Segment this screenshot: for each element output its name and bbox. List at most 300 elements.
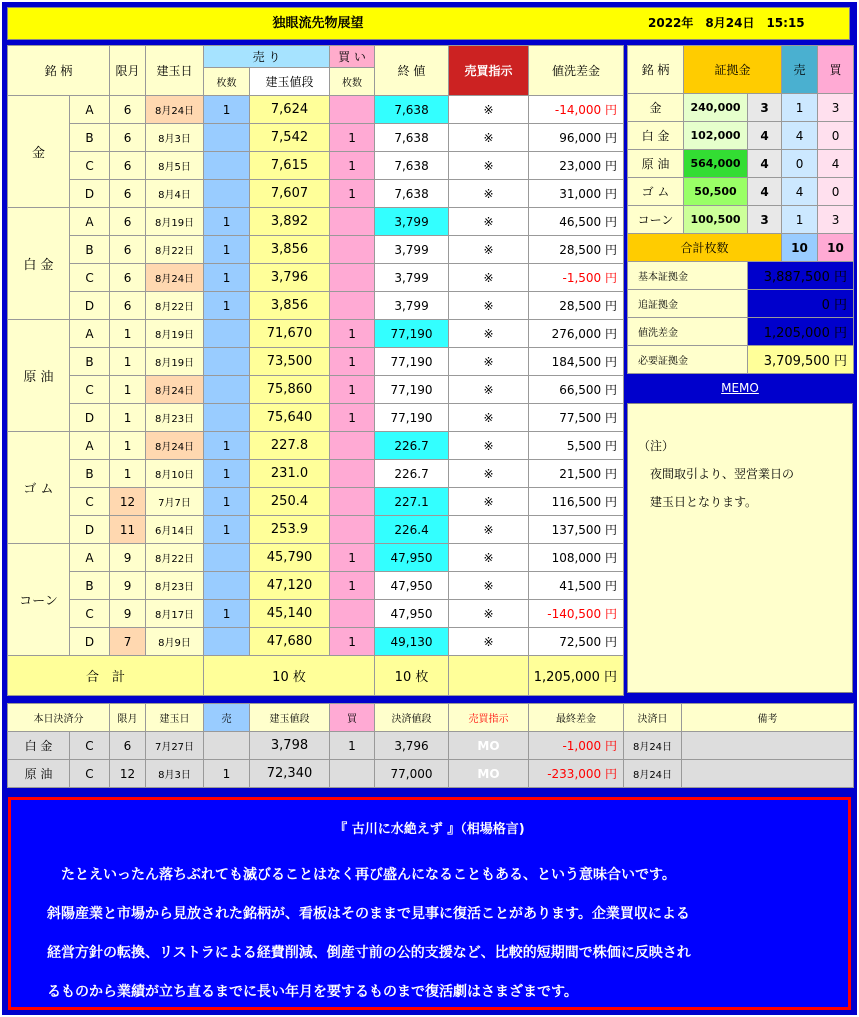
- buy-count: 1: [330, 124, 375, 152]
- contract-month: 6: [110, 152, 146, 180]
- margin-sell: 4: [782, 122, 818, 150]
- settle-month: 12: [110, 760, 146, 788]
- entry-price: 3,856: [250, 236, 330, 264]
- totals-label: 合 計: [8, 656, 204, 696]
- settlement-table: [7, 703, 854, 788]
- entry-date: 7月7日: [146, 488, 204, 516]
- margin-count: 4: [748, 122, 782, 150]
- close-price: 3,799: [375, 236, 449, 264]
- entry-price: 75,860: [250, 376, 330, 404]
- table-row: [8, 544, 624, 572]
- sell-count: 1: [204, 208, 250, 236]
- settle-price: 72,340: [250, 760, 330, 788]
- diff-value: 5,500 円: [529, 432, 624, 460]
- margin-value: 50,500: [684, 178, 748, 206]
- contract-month: 6: [110, 208, 146, 236]
- contract-month: 1: [110, 432, 146, 460]
- side-header-meigara: 銘 柄: [628, 46, 684, 94]
- entry-date: 8月19日: [146, 348, 204, 376]
- sell-count: 1: [204, 96, 250, 124]
- entry-price: 73,500: [250, 348, 330, 376]
- quote-panel: [8, 797, 851, 1010]
- sell-count: [204, 404, 250, 432]
- contract-month: 9: [110, 600, 146, 628]
- entry-date: 8月3日: [146, 124, 204, 152]
- diff-value: 21,500 円: [529, 460, 624, 488]
- buy-count: [330, 516, 375, 544]
- margin-row: [628, 178, 854, 206]
- contract-month: 6: [110, 180, 146, 208]
- entry-price: 7,542: [250, 124, 330, 152]
- sell-count: [204, 376, 250, 404]
- settle-diff: -1,000 円: [529, 732, 624, 760]
- entry-date: 8月19日: [146, 208, 204, 236]
- diff-value: 276,000 円: [529, 320, 624, 348]
- diff-value: 96,000 円: [529, 124, 624, 152]
- buy-count: [330, 460, 375, 488]
- margin-buy: 0: [818, 178, 854, 206]
- margin-commodity: 白 金: [628, 122, 684, 150]
- entry-price: 71,670: [250, 320, 330, 348]
- diff-value: 23,000 円: [529, 152, 624, 180]
- instruction: ※: [449, 404, 529, 432]
- margin-sell: 1: [782, 206, 818, 234]
- table-row: [8, 152, 624, 180]
- entry-price: 3,856: [250, 292, 330, 320]
- contract-tag: A: [70, 432, 110, 460]
- settle-header: 建玉日: [146, 704, 204, 732]
- contract-tag: C: [70, 600, 110, 628]
- quote-line: 経営方針の転換、リストラによる経費削減、倒産寸前の公的支援など、比較的短期間で株価に反映され: [47, 945, 691, 961]
- entry-price: 253.9: [250, 516, 330, 544]
- settle-row: [8, 760, 854, 788]
- close-price: 226.4: [375, 516, 449, 544]
- entry-date: 8月24日: [146, 264, 204, 292]
- contract-tag: D: [70, 180, 110, 208]
- settle-header: 決済日: [624, 704, 682, 732]
- instruction: ※: [449, 628, 529, 656]
- contract-month: 1: [110, 404, 146, 432]
- contract-month: 7: [110, 628, 146, 656]
- totals-sell: 10 枚: [204, 656, 375, 696]
- contract-month: 1: [110, 348, 146, 376]
- entry-price: 227.8: [250, 432, 330, 460]
- instruction: ※: [449, 152, 529, 180]
- summary-label: 追証拠金: [628, 290, 748, 318]
- table-row: [8, 236, 624, 264]
- sell-count: 1: [204, 292, 250, 320]
- instruction: ※: [449, 488, 529, 516]
- margin-row: [628, 206, 854, 234]
- instruction: ※: [449, 320, 529, 348]
- margin-buy: 0: [818, 122, 854, 150]
- page-title: 独眼流先物展望: [272, 16, 364, 31]
- buy-count: 1: [330, 152, 375, 180]
- header-sell-count: 枚数: [204, 68, 250, 96]
- sell-count: [204, 180, 250, 208]
- margin-row: [628, 150, 854, 178]
- entry-date: 8月22日: [146, 236, 204, 264]
- close-price: 3,799: [375, 292, 449, 320]
- table-row: [8, 348, 624, 376]
- sell-count: [204, 544, 250, 572]
- table-row: [8, 628, 624, 656]
- settle-buy: [330, 760, 375, 788]
- table-row: [8, 488, 624, 516]
- settle-day: 8月24日: [624, 732, 682, 760]
- settle-sell: 1: [204, 760, 250, 788]
- margin-sell: 4: [782, 178, 818, 206]
- table-row: [8, 96, 624, 124]
- table-row: [8, 180, 624, 208]
- buy-count: [330, 264, 375, 292]
- sell-count: [204, 320, 250, 348]
- buy-count: 1: [330, 180, 375, 208]
- close-price: 7,638: [375, 152, 449, 180]
- summary-value: 0 円: [748, 290, 854, 318]
- side-count-buy: 10: [818, 234, 854, 262]
- totals-diff: 1,205,000 円: [529, 656, 624, 696]
- close-price: 3,799: [375, 264, 449, 292]
- contract-tag: A: [70, 320, 110, 348]
- margin-sell: 0: [782, 150, 818, 178]
- close-price: 7,638: [375, 124, 449, 152]
- contract-month: 6: [110, 124, 146, 152]
- instruction: ※: [449, 348, 529, 376]
- entry-price: 3,796: [250, 264, 330, 292]
- entry-date: 8月22日: [146, 544, 204, 572]
- contract-tag: D: [70, 292, 110, 320]
- close-price: 7,638: [375, 180, 449, 208]
- summary-label: 必要証拠金: [628, 346, 748, 374]
- diff-value: -140,500 円: [529, 600, 624, 628]
- sell-count: 1: [204, 600, 250, 628]
- margin-count: 3: [748, 94, 782, 122]
- settle-header: 決済値段: [375, 704, 449, 732]
- entry-date: 8月23日: [146, 404, 204, 432]
- memo-line: 夜間取引より、翌営業日の: [638, 467, 795, 481]
- settle-day: 8月24日: [624, 760, 682, 788]
- sell-count: [204, 572, 250, 600]
- entry-date: 8月24日: [146, 432, 204, 460]
- settle-commodity: 原 油: [8, 760, 70, 788]
- close-price: 77,190: [375, 348, 449, 376]
- entry-price: 250.4: [250, 488, 330, 516]
- settle-month: 6: [110, 732, 146, 760]
- contract-tag: B: [70, 348, 110, 376]
- header-buy: 買 い: [330, 46, 375, 68]
- diff-value: 41,500 円: [529, 572, 624, 600]
- entry-price: 75,640: [250, 404, 330, 432]
- entry-price: 7,624: [250, 96, 330, 124]
- summary-value: 3,887,500 円: [748, 262, 854, 290]
- side-header-sell: 売: [782, 46, 818, 94]
- buy-count: [330, 208, 375, 236]
- memo-link[interactable]: MEMO: [721, 381, 759, 395]
- memo-line: （注）: [638, 439, 675, 453]
- contract-month: 1: [110, 320, 146, 348]
- instruction: ※: [449, 236, 529, 264]
- header-buy-count: 枚数: [330, 68, 375, 96]
- entry-date: 8月24日: [146, 96, 204, 124]
- contract-month: 12: [110, 488, 146, 516]
- buy-count: 1: [330, 320, 375, 348]
- instruction: ※: [449, 600, 529, 628]
- contract-tag: A: [70, 96, 110, 124]
- instruction: ※: [449, 376, 529, 404]
- diff-value: 31,000 円: [529, 180, 624, 208]
- settle-commodity: 白 金: [8, 732, 70, 760]
- title-bar: [7, 7, 850, 40]
- settle-header: 売: [204, 704, 250, 732]
- buy-count: 1: [330, 628, 375, 656]
- contract-month: 11: [110, 516, 146, 544]
- entry-price: 45,790: [250, 544, 330, 572]
- header-tatebi: 建玉日: [146, 46, 204, 96]
- buy-count: [330, 236, 375, 264]
- commodity-name: ゴ ム: [8, 432, 70, 544]
- close-price: 7,638: [375, 96, 449, 124]
- entry-date: 8月22日: [146, 292, 204, 320]
- entry-date: 8月10日: [146, 460, 204, 488]
- margin-buy: 3: [818, 94, 854, 122]
- settle-diff: -233,000 円: [529, 760, 624, 788]
- diff-value: 137,500 円: [529, 516, 624, 544]
- buy-count: [330, 600, 375, 628]
- header-instruction: 売買指示: [449, 46, 529, 96]
- close-price: 77,190: [375, 376, 449, 404]
- settle-instruction: MO: [449, 760, 529, 788]
- close-price: 49,130: [375, 628, 449, 656]
- instruction: ※: [449, 460, 529, 488]
- close-price: 77,190: [375, 404, 449, 432]
- close-price: 226.7: [375, 460, 449, 488]
- instruction: ※: [449, 124, 529, 152]
- commodity-name: 金: [8, 96, 70, 208]
- contract-tag: C: [70, 152, 110, 180]
- margin-value: 102,000: [684, 122, 748, 150]
- settle-note: [682, 760, 854, 788]
- instruction: ※: [449, 96, 529, 124]
- close-price: 47,950: [375, 572, 449, 600]
- margin-value: 240,000: [684, 94, 748, 122]
- close-price: 227.1: [375, 488, 449, 516]
- quote-line: るものから業績が立ち直るまでに長い年月を要するものまで復活劇はさまざまです。: [47, 984, 578, 1000]
- margin-commodity: 金: [628, 94, 684, 122]
- table-row: [8, 516, 624, 544]
- contract-month: 1: [110, 376, 146, 404]
- settle-row: [8, 732, 854, 760]
- contract-month: 6: [110, 236, 146, 264]
- entry-price: 3,892: [250, 208, 330, 236]
- margin-count: 4: [748, 150, 782, 178]
- entry-date: 8月5日: [146, 152, 204, 180]
- contract-month: 6: [110, 264, 146, 292]
- settle-date: 8月3日: [146, 760, 204, 788]
- table-row: [8, 600, 624, 628]
- margin-commodity: 原 油: [628, 150, 684, 178]
- summary-value: 3,709,500 円: [748, 346, 854, 374]
- margin-value: 564,000: [684, 150, 748, 178]
- header-gengetsu: 限月: [110, 46, 146, 96]
- diff-value: 184,500 円: [529, 348, 624, 376]
- contract-tag: C: [70, 376, 110, 404]
- instruction: ※: [449, 572, 529, 600]
- settle-header: 限月: [110, 704, 146, 732]
- margin-count: 4: [748, 178, 782, 206]
- instruction: ※: [449, 432, 529, 460]
- buy-count: 1: [330, 404, 375, 432]
- date-time: 2022年 8月24日 15:15: [648, 16, 805, 30]
- header-sell: 売 り: [204, 46, 330, 68]
- diff-value: 72,500 円: [529, 628, 624, 656]
- sell-count: 1: [204, 516, 250, 544]
- settle-header: 買: [330, 704, 375, 732]
- contract-tag: D: [70, 516, 110, 544]
- margin-row: [628, 122, 854, 150]
- margin-commodity: コーン: [628, 206, 684, 234]
- settle-price: 3,798: [250, 732, 330, 760]
- contract-tag: C: [70, 488, 110, 516]
- settle-close: 77,000: [375, 760, 449, 788]
- table-row: [8, 460, 624, 488]
- buy-count: [330, 432, 375, 460]
- settle-tag: C: [70, 732, 110, 760]
- buy-count: 1: [330, 544, 375, 572]
- contract-tag: A: [70, 208, 110, 236]
- contract-tag: D: [70, 628, 110, 656]
- contract-month: 1: [110, 460, 146, 488]
- side-header-margin: 証拠金: [684, 46, 782, 94]
- entry-date: 6月14日: [146, 516, 204, 544]
- table-row: [8, 264, 624, 292]
- buy-count: 1: [330, 572, 375, 600]
- settle-tag: C: [70, 760, 110, 788]
- settle-header: 売買指示: [449, 704, 529, 732]
- diff-value: 108,000 円: [529, 544, 624, 572]
- contract-month: 6: [110, 96, 146, 124]
- summary-row: [628, 318, 854, 346]
- entry-price: 7,607: [250, 180, 330, 208]
- header-entry-price: 建玉値段: [250, 68, 330, 96]
- margin-row: [628, 94, 854, 122]
- buy-count: [330, 292, 375, 320]
- entry-date: 8月4日: [146, 180, 204, 208]
- quote-line: たとえいったん落ちぶれても滅びることはなく再び盛んになることもある、という意味合いです。: [47, 867, 676, 883]
- table-row: [8, 292, 624, 320]
- sell-count: [204, 628, 250, 656]
- sell-count: [204, 152, 250, 180]
- summary-label: 基本証拠金: [628, 262, 748, 290]
- entry-date: 8月24日: [146, 376, 204, 404]
- margin-sell: 1: [782, 94, 818, 122]
- close-price: 3,799: [375, 208, 449, 236]
- contract-month: 9: [110, 544, 146, 572]
- settle-header: 建玉値段: [250, 704, 330, 732]
- summary-row: [628, 262, 854, 290]
- sell-count: [204, 124, 250, 152]
- totals-buy: 10 枚: [375, 656, 449, 696]
- diff-value: 28,500 円: [529, 236, 624, 264]
- entry-price: 45,140: [250, 600, 330, 628]
- instruction: ※: [449, 208, 529, 236]
- summary-row: [628, 290, 854, 318]
- sell-count: [204, 348, 250, 376]
- entry-date: 8月19日: [146, 320, 204, 348]
- entry-date: 8月23日: [146, 572, 204, 600]
- table-row: [8, 432, 624, 460]
- buy-count: [330, 96, 375, 124]
- margin-commodity: ゴ ム: [628, 178, 684, 206]
- close-price: 226.7: [375, 432, 449, 460]
- memo-panel: [627, 403, 853, 693]
- contract-month: 6: [110, 292, 146, 320]
- quote-title: 『 古川に水絶えず 』（相場格言): [334, 822, 525, 837]
- settle-buy: 1: [330, 732, 375, 760]
- table-row: [8, 320, 624, 348]
- sell-count: 1: [204, 432, 250, 460]
- settle-close: 3,796: [375, 732, 449, 760]
- entry-date: 8月9日: [146, 628, 204, 656]
- side-count-label: 合計枚数: [628, 234, 782, 262]
- summary-label: 値洗差金: [628, 318, 748, 346]
- entry-price: 47,120: [250, 572, 330, 600]
- contract-tag: A: [70, 544, 110, 572]
- entry-price: 7,615: [250, 152, 330, 180]
- diff-value: 28,500 円: [529, 292, 624, 320]
- instruction: ※: [449, 516, 529, 544]
- contract-tag: B: [70, 236, 110, 264]
- buy-count: [330, 488, 375, 516]
- margin-count: 3: [748, 206, 782, 234]
- header-close: 終 値: [375, 46, 449, 96]
- instruction: ※: [449, 264, 529, 292]
- margin-value: 100,500: [684, 206, 748, 234]
- instruction: ※: [449, 544, 529, 572]
- sell-count: 1: [204, 488, 250, 516]
- settle-header: 備考: [682, 704, 854, 732]
- table-row: [8, 124, 624, 152]
- settle-header: 本日決済分: [8, 704, 110, 732]
- side-header-buy: 買: [818, 46, 854, 94]
- positions-table: [7, 45, 624, 696]
- side-count-sell: 10: [782, 234, 818, 262]
- table-row: [8, 376, 624, 404]
- sell-count: 1: [204, 236, 250, 264]
- instruction: ※: [449, 180, 529, 208]
- diff-value: 77,500 円: [529, 404, 624, 432]
- margin-buy: 3: [818, 206, 854, 234]
- buy-count: 1: [330, 376, 375, 404]
- table-row: [8, 572, 624, 600]
- close-price: 47,950: [375, 600, 449, 628]
- sell-count: 1: [204, 264, 250, 292]
- entry-price: 231.0: [250, 460, 330, 488]
- diff-value: -1,500 円: [529, 264, 624, 292]
- settle-note: [682, 732, 854, 760]
- contract-tag: B: [70, 124, 110, 152]
- header-meigara: 銘 柄: [8, 46, 110, 96]
- entry-price: 47,680: [250, 628, 330, 656]
- buy-count: 1: [330, 348, 375, 376]
- instruction: ※: [449, 292, 529, 320]
- contract-tag: D: [70, 404, 110, 432]
- settle-date: 7月27日: [146, 732, 204, 760]
- commodity-name: コーン: [8, 544, 70, 656]
- margin-table: [627, 45, 854, 374]
- sell-count: 1: [204, 460, 250, 488]
- summary-row: [628, 346, 854, 374]
